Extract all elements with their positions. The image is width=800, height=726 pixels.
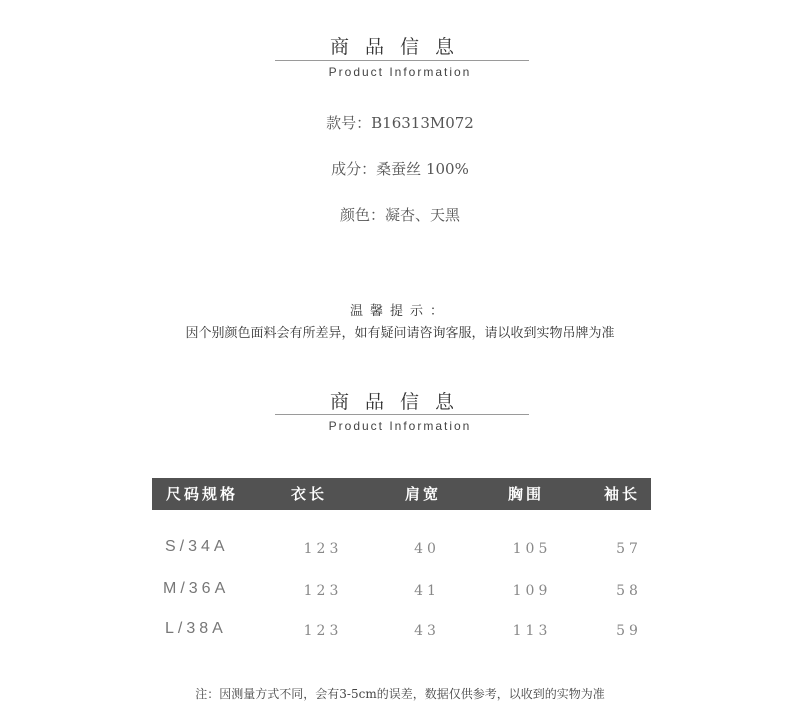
header-size: 尺码规格 xyxy=(166,485,239,503)
length-cell: 123 xyxy=(303,623,343,639)
sleeve-cell: 57 xyxy=(616,541,642,557)
shoulder-cell: 41 xyxy=(414,583,440,599)
header-length: 衣长 xyxy=(291,485,328,503)
chest-cell: 105 xyxy=(512,541,552,557)
size-cell: M/36A xyxy=(163,580,230,597)
title-divider xyxy=(275,60,529,61)
section-title-cn: 商品信息 xyxy=(329,36,470,58)
sleeve-cell: 58 xyxy=(616,583,642,599)
header-sleeve: 袖长 xyxy=(604,485,641,503)
tip-title: 温馨提示： xyxy=(349,304,450,319)
chest-cell: 109 xyxy=(512,583,552,599)
shoulder-cell: 43 xyxy=(414,623,440,639)
header-shoulder: 肩宽 xyxy=(405,485,442,503)
style-number: 款号：B16313M072 xyxy=(326,114,474,132)
measurement-note: 注：因测量方式不同，会有3-5cm的误差，数据仅供参考，以收到的实物为准 xyxy=(195,687,605,701)
chest-cell: 113 xyxy=(512,623,552,639)
table-row xyxy=(0,538,800,562)
section-title-cn-2: 商品信息 xyxy=(329,391,470,413)
table-row xyxy=(0,620,800,644)
title-divider-2 xyxy=(275,414,529,415)
tip-text: 因个别颜色面料会有所差异，如有疑问请咨询客服，请以收到实物吊牌为准 xyxy=(185,326,615,341)
header-chest: 胸围 xyxy=(508,485,545,503)
sleeve-cell: 59 xyxy=(616,623,642,639)
composition: 成分：桑蚕丝 100% xyxy=(331,160,469,178)
table-row xyxy=(0,580,800,604)
length-cell: 123 xyxy=(303,583,343,599)
size-cell: L/38A xyxy=(165,620,227,637)
length-cell: 123 xyxy=(303,541,343,557)
size-table-header xyxy=(152,478,651,510)
size-cell: S/34A xyxy=(165,538,229,555)
colors: 颜色：凝杏、天黑 xyxy=(339,206,460,224)
shoulder-cell: 40 xyxy=(414,541,440,557)
section-title-en: Product Information xyxy=(328,65,472,79)
section-title-en-2: Product Information xyxy=(328,419,472,433)
